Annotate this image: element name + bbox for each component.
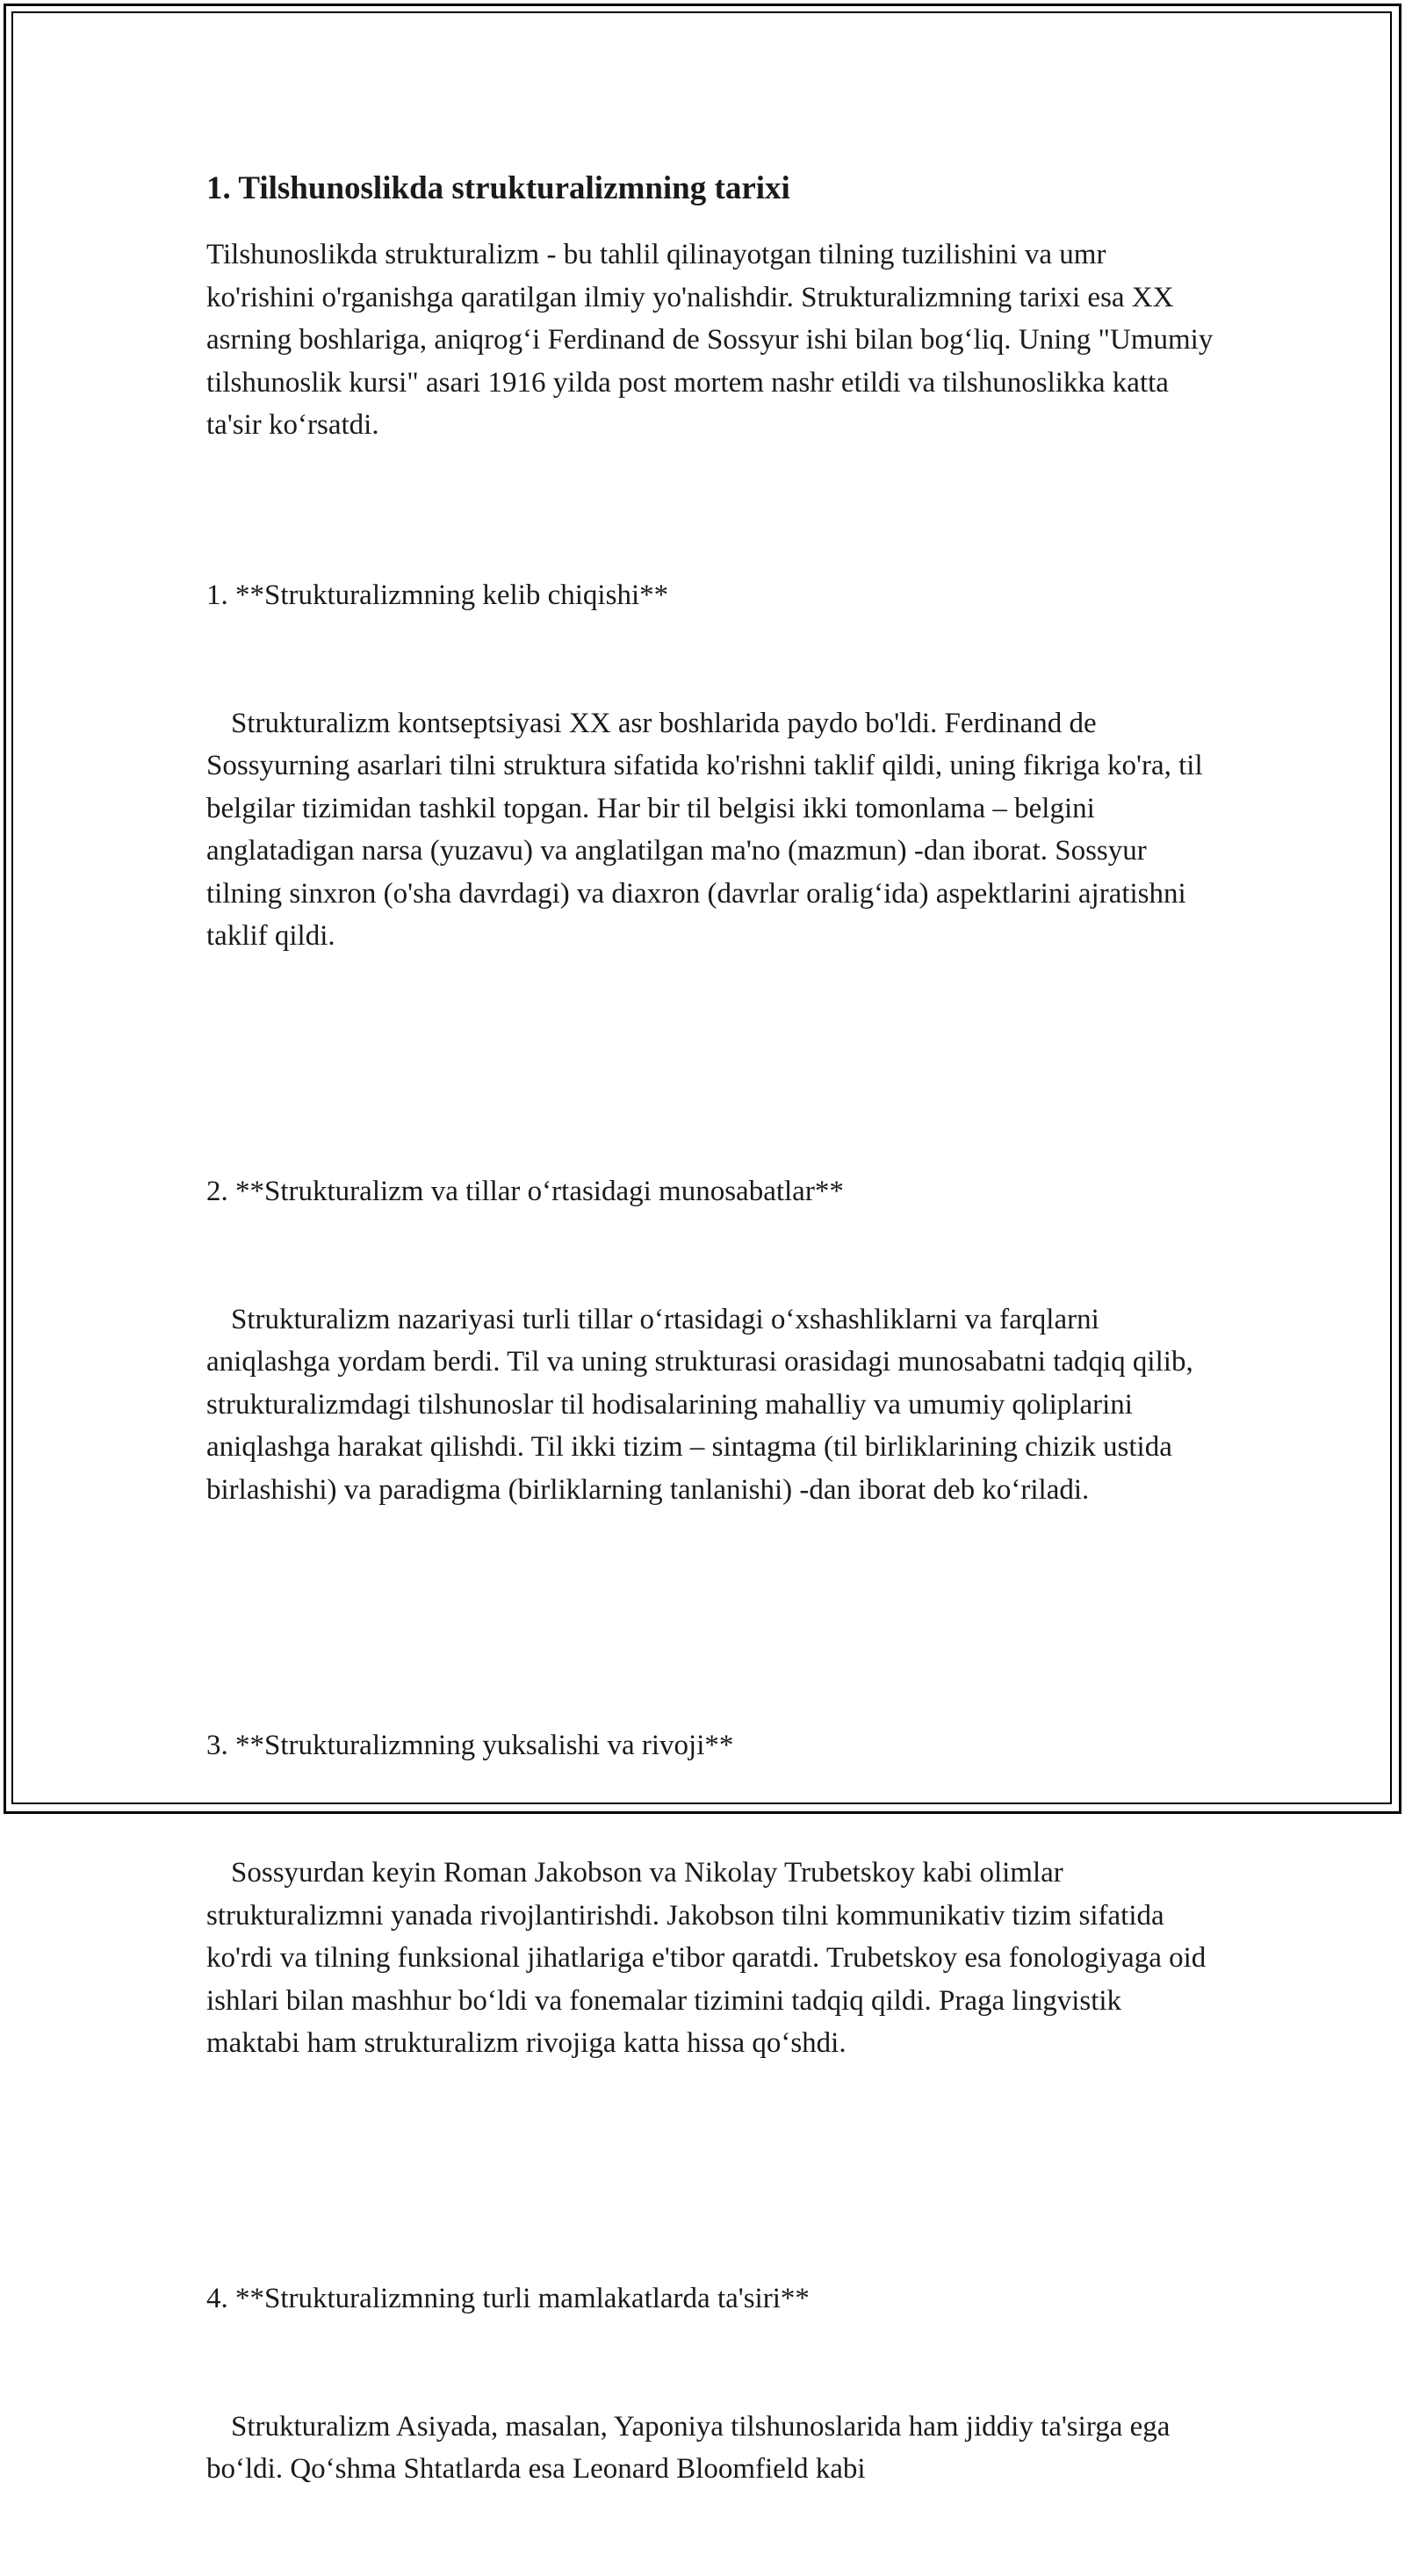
section-4: [206, 2192, 1216, 2576]
section-body: Strukturalizm Asiyada, masalan, Yaponiya tilshunoslarida ham jiddiy ta'sirga ega bo‘ldi. Qo‘shma Shtatlarda esa Leonard Bloomfield kabi: [206, 2410, 1178, 2485]
page-title: 1. Tilshunoslikda strukturalizmning tarixi: [206, 170, 790, 206]
section-2: [206, 1085, 1216, 1596]
section-3: [206, 1639, 1216, 2150]
intro-paragraph: Tilshunoslikda strukturalizm - bu tahlil qilinayotgan tilning tuzilishini va umr ko'rishini o'rganishga qaratilgan ilmiy yo'nalishdir. Strukturalizmning tarixi esa XX asrning boshlariga, aniqrog‘i Ferdinand de Sossyur ishi bilan bog‘liq. Uning "Umumiy tilshunoslik kursi" asari 1916 yilda post mortem nashr etildi va tilshunoslikka katta ta'sir ko‘rsatdi.: [206, 239, 1221, 441]
section-heading: 1. **Strukturalizmning kelib chiqishi**: [206, 579, 669, 611]
paragraph-gap: [206, 1043, 1216, 1086]
paragraph-gap: [206, 447, 1216, 490]
section-heading: 4. **Strukturalizmning turli mamlakatlarda ta'siri**: [206, 2283, 810, 2314]
paragraph-gap: [206, 1596, 1216, 1639]
document-body: [206, 163, 1221, 2576]
section-1: [206, 489, 1216, 1043]
section-body: Sossyurdan keyin Roman Jakobson va Nikolay Trubetskoy kabi olimlar strukturalizmni yanada rivojlantirishdi. Jakobson tilni kommunikativ tizim sifatida ko'rdi va tilning funksional jihatlariga e'tibor qaratdi. Trubetskoy esa fonologiyaga oid ishlari bilan mashhur bo‘ldi va fonemalar tizimini tadqiq qildi. Praga lingvistik maktabi ham strukturalizm rivojiga katta hissa qo‘shdi.: [206, 1857, 1214, 2059]
section-body: Strukturalizm nazariyasi turli tillar o‘rtasidagi o‘xshashliklarni va farqlarni aniqlashga yordam berdi. Til va uning strukturasi orasidagi munosabatni tadqiq qilib, strukturalizmdagi tilshunoslar til hodisalarining mahalliy va umumiy qoliplarini aniqlashga harakat qilishdi. Til ikki tizim – sintagma (til birliklarining chizik ustida birlashishi) va paradigma (birliklarning tanlanishi) -dan iborat deb ko‘riladi.: [206, 1303, 1200, 1506]
paragraph-gap: [206, 2150, 1216, 2193]
section-heading: 2. **Strukturalizm va tillar o‘rtasidagi munosabatlar**: [206, 1176, 844, 1207]
section-heading: 3. **Strukturalizmning yuksalishi va rivoji**: [206, 1729, 734, 1761]
section-body: Strukturalizm kontseptsiyasi XX asr boshlarida paydo bo'ldi. Ferdinand de Sossyurning asarlari tilni struktura sifatida ko'rishni taklif qildi, uning fikriga ko'ra, til belgilar tizimidan tashkil topgan. Har bir til belgisi ikki tomonlama – belgini anglatadigan narsa (yuzavu) va anglatilgan ma'no (mazmun) -dan iborat. Sossyur tilning sinxron (o'sha davrdagi) va diaxron (davrlar oralig‘ida) aspektlarini ajratishni taklif qildi.: [206, 707, 1210, 952]
